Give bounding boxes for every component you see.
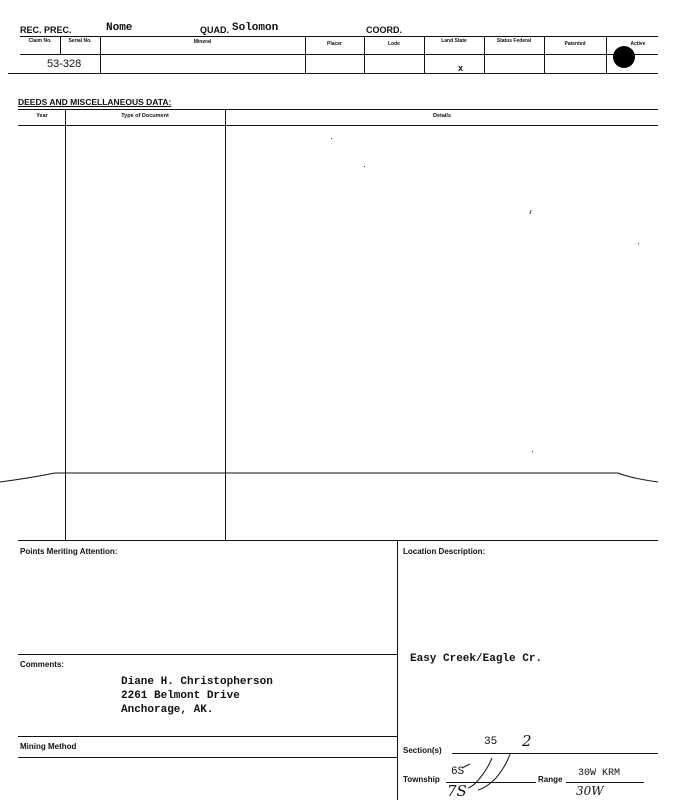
col-type-of-document: Type of Document (121, 113, 169, 119)
scan-speck (532, 451, 533, 452)
scan-speck (331, 138, 332, 139)
mining-method-label: Mining Method (20, 742, 77, 751)
header-rule-mid (20, 54, 658, 55)
col-patented: Patented (564, 41, 586, 47)
header-rule-top (20, 36, 658, 37)
comments-rule (18, 654, 397, 655)
claim-no-value: 53-328 (47, 58, 82, 70)
range-typed-value: 30W KRM (578, 768, 621, 779)
scan-speck (364, 166, 365, 167)
col-claim-no: Claim No. (28, 38, 52, 44)
comment-line: Diane H. Christopherson (121, 676, 273, 688)
col-serial-no: Serial No. (68, 38, 92, 44)
comment-line: 2261 Belmont Drive (121, 690, 240, 702)
location-description-label: Location Description: (403, 547, 486, 556)
header-col-divider (424, 36, 425, 73)
section-label: Section(s) (403, 746, 442, 755)
col-land-state: Land State (441, 38, 467, 44)
mining-method-rule-2 (18, 757, 397, 758)
deeds-header-top (18, 109, 658, 110)
comment-line: Anchorage, AK. (121, 704, 214, 716)
mining-method-rule (18, 736, 397, 737)
deeds-section-title: DEEDS AND MISCELLANEOUS DATA: (18, 97, 172, 107)
range-label: Range (538, 775, 563, 784)
active-dot (613, 46, 635, 68)
col-active: Active (630, 41, 646, 47)
section-hand-value: 2 (522, 732, 532, 750)
col-mineral: Mineral (193, 39, 212, 45)
fold-line (0, 462, 678, 492)
rec-prec-value: Nome (106, 22, 133, 34)
location-description-value: Easy Creek/Eagle Cr. (410, 653, 543, 665)
col-status-federal: Status Federal (496, 38, 532, 44)
col-year: Year (36, 113, 48, 119)
township-label: Township (403, 775, 440, 784)
range-underline (566, 782, 644, 783)
land-state-mark: x (458, 63, 464, 73)
lower-section-top (18, 540, 658, 541)
township-hand-value: 7S (447, 782, 467, 800)
township-typed-value: 6S (451, 766, 465, 778)
scan-speck (529, 210, 531, 214)
quad-label: QUAD. (200, 25, 229, 35)
handwritten-strokes (440, 738, 540, 798)
lower-col-divider (397, 540, 398, 800)
rec-prec-label: REC. PREC. (20, 25, 72, 35)
points-meriting-label: Points Meriting Attention: (20, 547, 118, 556)
header-col-divider (606, 36, 607, 73)
deeds-header-bottom (18, 125, 658, 126)
col-details: Details (432, 113, 452, 119)
header-col-divider (60, 36, 61, 54)
header-rule-bottom (8, 73, 658, 74)
coord-label: COORD. (366, 25, 402, 35)
quad-value: Solomon (232, 22, 279, 34)
header-col-divider (484, 36, 485, 73)
section-typed-value: 35 (484, 736, 498, 748)
col-lode: Lode (388, 41, 400, 47)
col-placer: Placer (326, 41, 342, 47)
range-hand-value: 30W (576, 784, 604, 798)
comments-label: Comments: (20, 660, 65, 669)
scan-speck (638, 243, 639, 244)
